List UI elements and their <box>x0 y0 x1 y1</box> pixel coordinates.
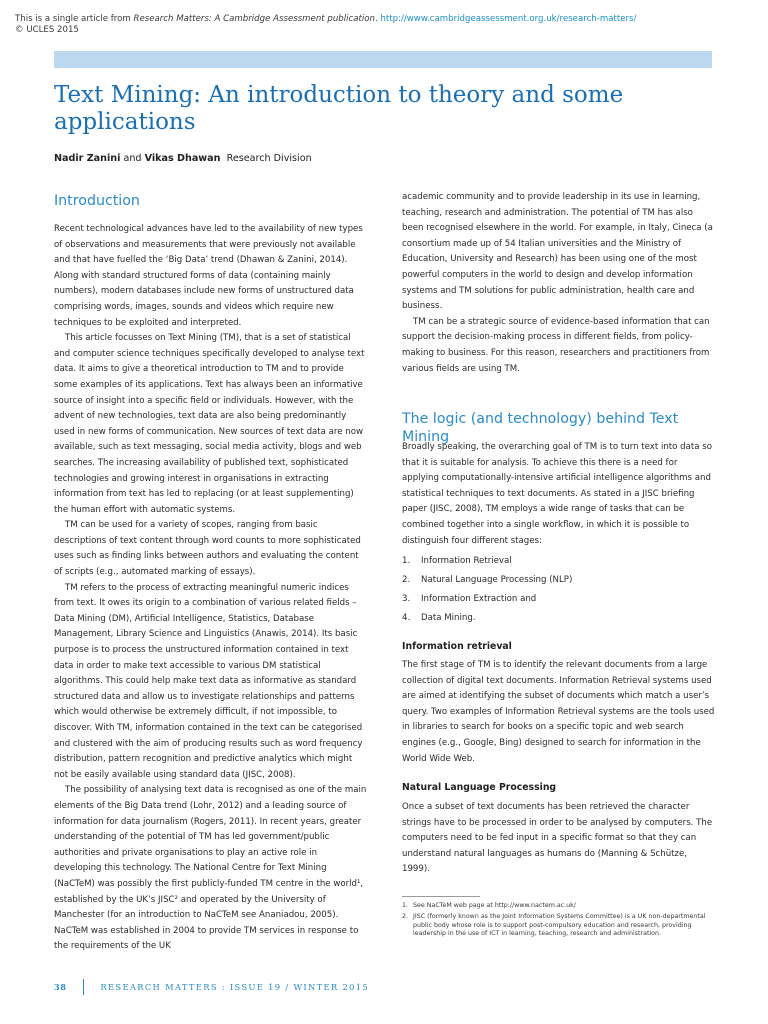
list-item <box>402 609 715 628</box>
list-number: 4. <box>402 613 411 623</box>
footnote-number: 2. <box>402 913 409 921</box>
footnote-text: JISC (formerly known as the Joint Information Systems Committee) is a UK non-departmental public body whose role is to support post-compulsory education and research, providing leadership in the use of ICT in learning, teaching, research and administration. <box>413 913 706 937</box>
notice-prefix: This is a single article from <box>15 14 134 24</box>
footnote <box>402 902 712 910</box>
notice-line-2: © UCLES 2015 <box>15 25 79 35</box>
header-band <box>54 51 712 68</box>
paragraph: This article focusses on Text Mining (TM), that is a set of statistical and computer science techniques specifically developed to analyse text data. It aims to give a theoretical introduction to TM and to provide some examples of its applications. Text has always been an informative source of insight into a specific field or individuals. However, with the advent of new technologies, text data are also being predominantly used in new forms of communication. New sources of text data are now available, such as text messaging, social media activity, blogs and web searches. The increasing availability of published text, sophisticated technologies and growing interest in organisations in extracting information from text has led to replacing (or at least supplementing) the human effort with automatic systems. <box>54 333 365 515</box>
stages-list <box>402 552 715 628</box>
list-item <box>402 590 715 609</box>
list-label: Information Retrieval <box>421 556 512 566</box>
paragraph: The first stage of TM is to identify the relevant documents from a large collection of digital text documents. Information Retrieval systems used are aimed at identifying the subset of documents which match a user’s query. Two examples of Information Retrieval systems are the tools used in libraries to search for books on a specific topic and web search engines (e.g., Google, Bing) designed to search for information in the World Wide Web. <box>402 660 715 764</box>
list-item <box>402 571 715 590</box>
author-name: Vikas Dhawan <box>144 153 221 164</box>
list-item <box>402 552 715 571</box>
paragraph: TM can be a strategic source of evidence-based information that can support the decision-making process in different fields, from policy-making to business. For this reason, researchers and practitioners from various fields are using TM. <box>402 316 710 374</box>
page-number: 38 <box>54 982 67 992</box>
author-name: Nadir Zanini <box>54 153 121 164</box>
list-label: Natural Language Processing (NLP) <box>421 575 573 585</box>
paragraph: TM refers to the process of extracting meaningful numeric indices from text. It owes its origin to a combination of various related fields – Data Mining (DM), Artificial Intelligence, Statistics, Database Management, Library Science and Linguistics (Anawis, 2014). Its basic purpose is to process the unstructured information contained in text data in order to make text accessible to various DM statistical algorithms. This could help make text data as informative as standard structured data and allow us to investigate relationships and patterns which would otherwise be extremely difficult, if not impossible, to discover. With TM, information contained in the text can be categorised and clustered with the aim of producing results such as word frequency distribution, pattern recognition and predictive analytics which might not be easily available using standard data (JISC, 2008). <box>54 582 363 780</box>
list-number: 1. <box>402 556 411 566</box>
publication-name: Research Matters: A Cambridge Assessment publication <box>133 14 375 24</box>
journal-issue: RESEARCH MATTERS : ISSUE 19 / WINTER 2015 <box>100 982 369 992</box>
subheading-nlp: Natural Language Processing <box>402 782 557 793</box>
list-number: 3. <box>402 594 411 604</box>
notice-line-1: This is a single article from Research Matters: A Cambridge Assessment publication. http://www.cambridgeassessment.org.uk/research-matters/ <box>15 14 637 24</box>
copyright-notice <box>15 14 755 36</box>
footnotes <box>402 902 712 941</box>
author-line <box>54 153 312 165</box>
subheading-information-retrieval: Information retrieval <box>402 641 512 652</box>
paragraph: Broadly speaking, the overarching goal of TM is to turn text into data so that it is suitable for analysis. To achieve this there is a need for applying computationally-intensive artificial intelligence algorithms and statistical techniques to text documents. As stated in a JISC briefing paper (JISC, 2008), TM employs a wide range of tasks that can be combined together into a single workflow, in which it is possible to distinguish four different stages: <box>402 442 712 546</box>
list-label: Data Mining. <box>421 613 476 623</box>
author-conjunction: and <box>123 153 142 164</box>
footnote <box>402 913 712 938</box>
author-division: Research Division <box>226 153 312 164</box>
footnote-text: See NaCTeM web page at http://www.nactem.ac.uk/ <box>413 902 576 909</box>
paragraph: TM can be used for a variety of scopes, ranging from basic descriptions of text content through word counts to more sophisticated uses such as finding links between authors and evaluating the content of scripts (e.g., automated marking of essays). <box>54 520 361 578</box>
section-heading-logic: The logic (and technology) behind Text Mining <box>402 411 679 445</box>
page-footer <box>54 979 369 995</box>
paragraph: Once a subset of text documents has been retrieved the character strings have to be processed in order to be analysed by computers. The computers need to be fed input in a specific format so that they can understand natural languages as humans do (Manning & Schütze, 1999). <box>402 802 713 875</box>
footnote-divider <box>402 896 480 897</box>
section-heading-introduction: Introduction <box>54 193 140 209</box>
list-label: Information Extraction and <box>421 594 537 604</box>
footer-divider <box>83 979 84 995</box>
paragraph: Recent technological advances have led to the availability of new types of observations and measurements that were previously not available and that have fuelled the ‘Big Data’ trend (Dhawan & Zanini, 2014). Along with standard structured forms of data (containing mainly numbers), modern databases include new forms of unstructured data comprising words, images, sounds and videos which require new techniques to be exploited and interpreted. <box>54 224 363 328</box>
list-number: 2. <box>402 575 411 585</box>
footnote-number: 1. <box>402 902 409 909</box>
article-title: Text Mining: An introduction to theory and some applications <box>54 82 624 135</box>
paragraph: The possibility of analysing text data is recognised as one of the main elements of the Big Data trend (Lohr, 2012) and a leading source of information for data journalism (Rogers, 2011). In recent years, greater understanding of the potential of TM has led government/public authorities and private organisations to play an active role in developing this technology. The National Centre for Text Mining (NaCTeM) was possibly the first publicly-funded TM centre in the world¹, established by the UK’s JISC² and operated by the University of Manchester (for an introduction to NaCTeM see Ananiadou, 2005). NaCTeM was established in 2004 to provide TM services in response to the requirements of the UK <box>54 785 367 952</box>
publication-link[interactable]: http://www.cambridgeassessment.org.uk/research-matters/ <box>380 14 637 24</box>
paragraph: academic community and to provide leadership in its use in learning, teaching, research and administration. The potential of TM has also been recognised elsewhere in the world. For example, in Italy, Cineca (a consortium made up of 54 Italian universities and the Ministry of Education, University and Research) has been using one of the most powerful computers in the world to design and develop information systems and TM solutions for public administration, health care and business. <box>402 192 713 312</box>
